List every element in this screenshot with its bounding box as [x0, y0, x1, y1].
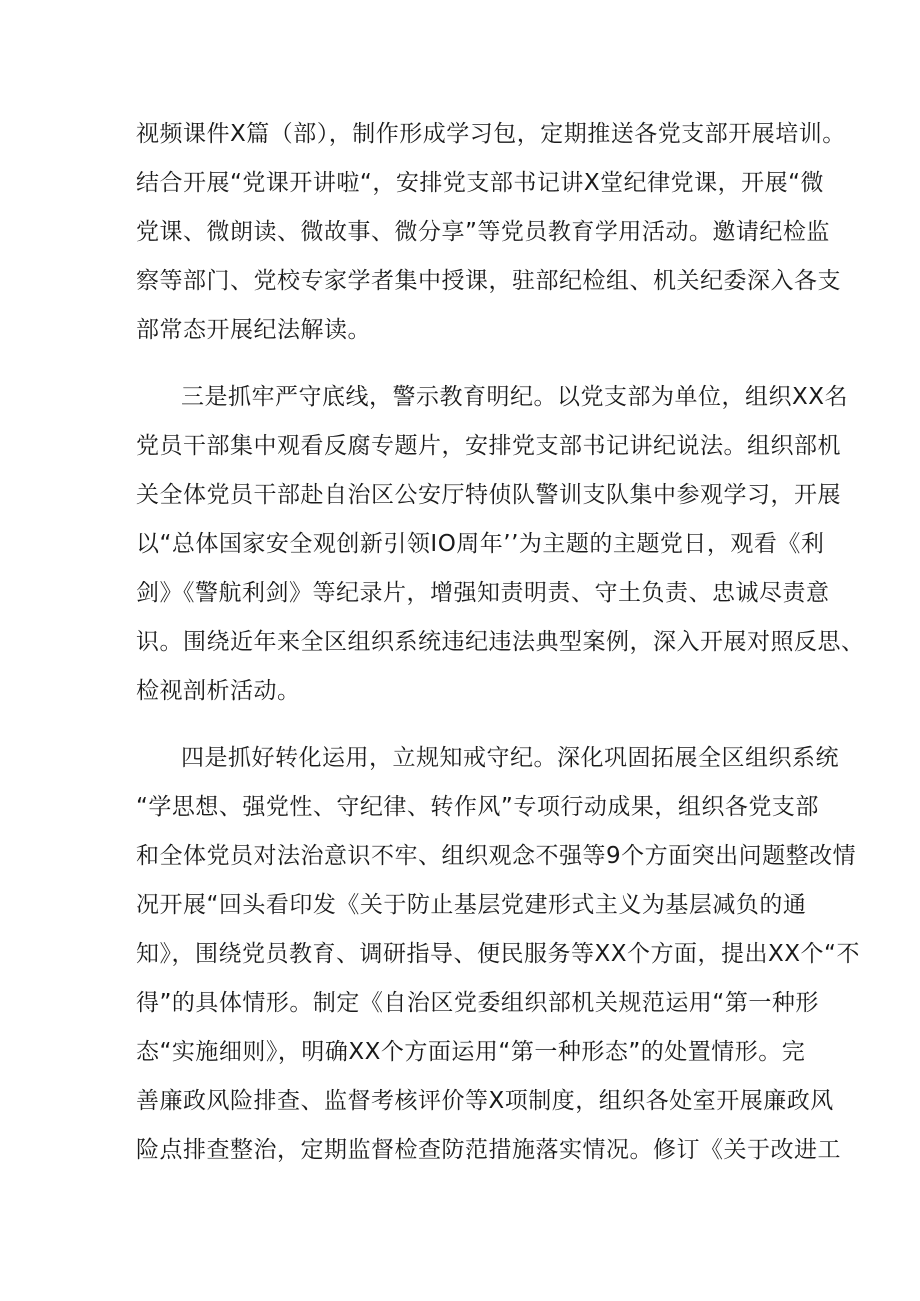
- paragraph-line: 结合开展“党课开讲啦“，安排党支部书记讲X堂纪律党课，开展“微: [136, 170, 825, 196]
- paragraph-line: 部常态开展纪法解读。: [136, 317, 371, 343]
- paragraph-line: 和全体党员对法治意识不牢、组织观念不强等9个方面突出问题整改情: [136, 843, 857, 869]
- paragraph-line: 以“总体国家安全观创新引领IO周年’’为主题的主题党日，观看《利: [136, 531, 825, 557]
- paragraph-line: 善廉政风险排查、监督考核评价等X项制度，组织各处室开展廉政风: [136, 1088, 834, 1114]
- paragraph-line: 态“实施细则》，明确XX个方面运用“第一种形态”的处置情形。完: [136, 1039, 806, 1065]
- paragraph-line: 识。围绕近年来全区组织系统违纪违法典型案例，深入开展对照反思、: [136, 629, 865, 655]
- paragraph-line: 知》，围绕党员教育、调研指导、便民服务等XX个方面，提出XX个“不: [136, 941, 860, 967]
- paragraph-line: 况开展“回头看印发《关于防止基层党建形式主义为基层减负的通: [136, 892, 807, 918]
- paragraph-line: 险点排查整治，定期监督检查防范措施落实情况。修订《关于改进工: [136, 1137, 841, 1163]
- paragraph-line: 党课、微朗读、微故事、微分享”等党员教育学用活动。邀请纪检监: [136, 219, 830, 245]
- paragraph-line: 视频课件X篇（部），制作形成学习包，定期推送各党支部开展培训。: [136, 121, 846, 147]
- paragraph-line: 三是抓牢严守底线，警示教育明纪。以党支部为单位，组织XX名: [181, 384, 849, 410]
- paragraph-line: 四是抓好转化运用，立规知戒守纪。深化巩固拓展全区组织系统: [181, 745, 839, 771]
- paragraph-line: 检视剖析活动。: [136, 678, 301, 704]
- paragraph-line: “学思想、强党性、守纪律、转作风”专项行动成果，组织各党支部: [136, 794, 819, 820]
- paragraph-line: 得”的具体情形。制定《自治区党委组织部机关规范运用“第一种形: [136, 990, 819, 1016]
- paragraph-line: 党员干部集中观看反腐专题片，安排党支部书记讲纪说法。组织部机: [136, 433, 841, 459]
- paragraph-line: 剑》《警航利剑》等纪录片，增强知责明责、守土负责、忠诚尽责意: [136, 580, 830, 606]
- paragraph-line: 关全体党员干部赴自治区公安厅特侦队警训支队集中参观学习，开展: [136, 482, 841, 508]
- paragraph-line: 察等部门、党校专家学者集中授课，驻部纪检组、机关纪委深入各支: [136, 268, 841, 294]
